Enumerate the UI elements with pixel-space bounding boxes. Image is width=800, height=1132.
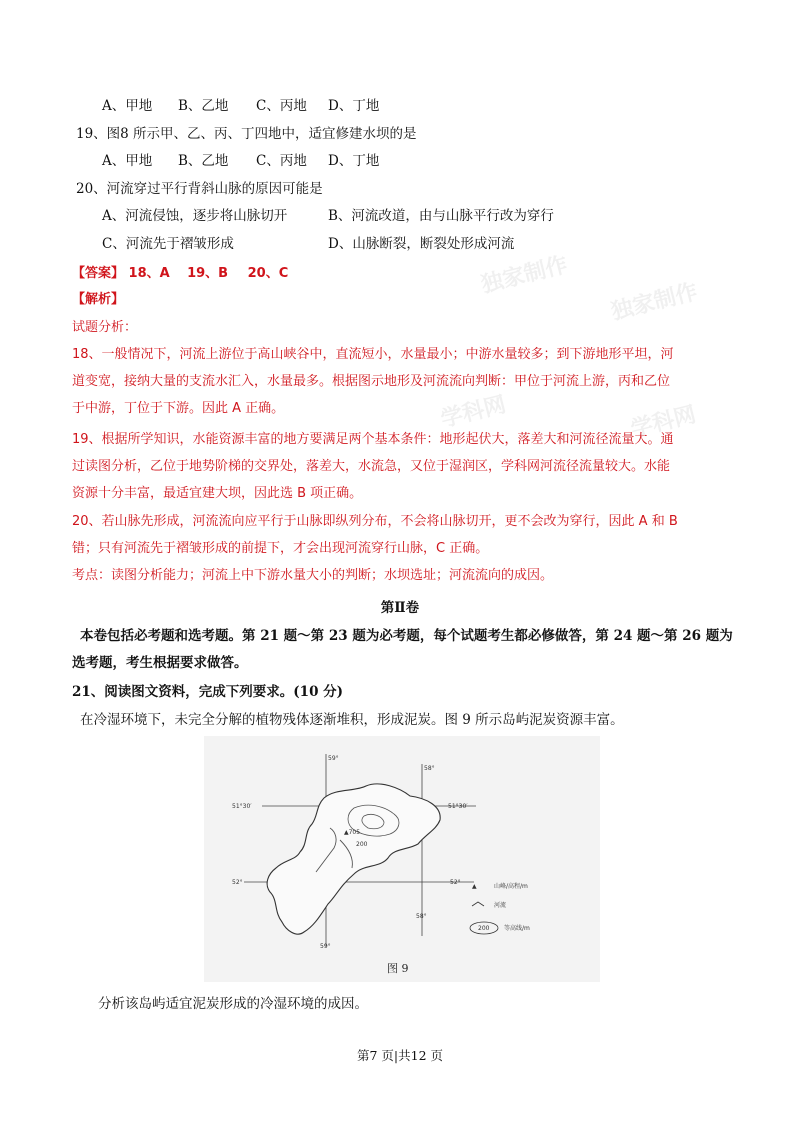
legend-river-label: 河流	[494, 902, 507, 909]
section-title: 第Ⅱ卷	[380, 600, 420, 616]
q20-option-d: D、山脉断裂，断裂处形成河流	[328, 236, 515, 252]
watermark: 学科网	[628, 402, 699, 443]
lon-label: 58°	[416, 913, 427, 920]
figure-9-map	[204, 736, 600, 982]
lon-label: 59°	[320, 943, 331, 950]
legend-peak-icon: ▲	[472, 883, 477, 890]
answer-row	[72, 264, 288, 284]
q21-title: 21、阅读图文资料，完成下列要求。(10 分)	[72, 684, 344, 700]
q19-option-c: C、丙地	[256, 153, 307, 169]
q20-option-b: B、河流改道，由与山脉平行改为穿行	[328, 208, 554, 224]
q19-stem: 19、图8 所示甲、乙、丙、丁四地中，适宜修建水坝的是	[76, 126, 417, 142]
q21-question: 分析该岛屿适宜泥炭形成的冷湿环境的成因。	[98, 996, 368, 1012]
q19-option-d: D、丁地	[328, 153, 380, 169]
analysis-line: 错；只有河流先于褶皱形成的前提下，才会出现河流穿行山脉，C 正确。	[72, 541, 489, 556]
legend-contour-label: 等高线/m	[504, 925, 530, 932]
watermark: 独家制作	[478, 252, 571, 299]
island-map	[204, 736, 600, 982]
analysis-line: 20、若山脉先形成，河流流向应平行于山脉即纵列分布，不会将山脉切开，更不会改为穿行，因此 A 和 B	[72, 514, 678, 529]
q18-option-c: C、丙地	[256, 98, 307, 114]
lat-label: 52°	[450, 879, 461, 886]
watermark: 学科网	[438, 392, 509, 433]
analysis-line: 道变宽，接纳大量的支流水汇入，水量最多。根据图示地形及河流流向判断：甲位于河流上游，丙和乙位	[72, 374, 671, 389]
lat-label: 51°30′	[448, 803, 468, 810]
q20-option-c: C、河流先于褶皱形成	[102, 236, 234, 252]
section-intro-cont: 选考题，考生根据要求做答。	[72, 655, 248, 671]
analysis-line: 18、一般情况下，河流上游位于高山峡谷中，直流短小，水量最小；中游水量较多；到下游地形平坦，河	[72, 347, 674, 362]
legend-river-icon	[472, 902, 484, 906]
q20-option-a: A、河流侵蚀，逐步将山脉切开	[102, 208, 288, 224]
q21-text: 在冷湿环境下，未完全分解的植物残体逐渐堆积，形成泥炭。图 9 所示岛屿泥炭资源丰富。	[80, 712, 624, 728]
analysis-line: 过读图分析，乙位于地势阶梯的交界处，落差大，水流急，又位于湿润区，学科网河流径流量较大。水能	[72, 459, 671, 474]
lat-label: 51°30′	[232, 803, 252, 810]
answer-18: 18、A	[128, 266, 170, 281]
analysis-line: 资源十分丰富，最适宜建大坝，因此选 B 项正确。	[72, 486, 363, 501]
section-intro: 本卷包括必考题和选考题。第 21 题～第 23 题为必考题，每个试题考生都必修做答，第 24 题～第 26 题为	[80, 628, 733, 644]
page-footer: 第7 页|共12 页	[356, 1048, 444, 1063]
lat-label: 52°	[232, 879, 243, 886]
q18-option-d: D、丁地	[328, 98, 380, 114]
q19-option-b: B、乙地	[178, 153, 229, 169]
q18-option-a: A、甲地	[102, 98, 153, 114]
analysis-line: 于中游，丁位于下游。因此 A 正确。	[72, 401, 285, 416]
q18-option-b: B、乙地	[178, 98, 229, 114]
answer-20: 20、C	[247, 266, 289, 281]
analysis-label: 【解析】	[72, 292, 125, 307]
q19-option-a: A、甲地	[102, 153, 153, 169]
legend-peak-label: 山峰/高程/m	[494, 883, 528, 890]
analysis-subtitle: 试题分析：	[72, 320, 138, 335]
lon-label: 58°	[424, 765, 435, 772]
lon-label: 59°	[328, 755, 339, 762]
q20-stem: 20、河流穿过平行背斜山脉的原因可能是	[76, 181, 323, 197]
analysis-line: 考点：读图分析能力；河流上中下游水量大小的判断；水坝选址；河流流向的成因。	[72, 568, 554, 583]
peak-label: ▲705	[344, 829, 361, 836]
answer-19: 19、B	[187, 266, 229, 281]
legend-contour-value: 200	[478, 925, 490, 932]
contour-label: 200	[356, 841, 368, 848]
figure-caption: 图 9	[387, 962, 409, 975]
analysis-line: 19、根据所学知识，水能资源丰富的地方要满足两个基本条件：地形起伏大，落差大和河流径流量大。通	[72, 432, 674, 447]
island-outline	[267, 784, 440, 934]
watermark: 独家制作	[608, 279, 701, 326]
answer-label: 【答案】	[72, 266, 125, 281]
